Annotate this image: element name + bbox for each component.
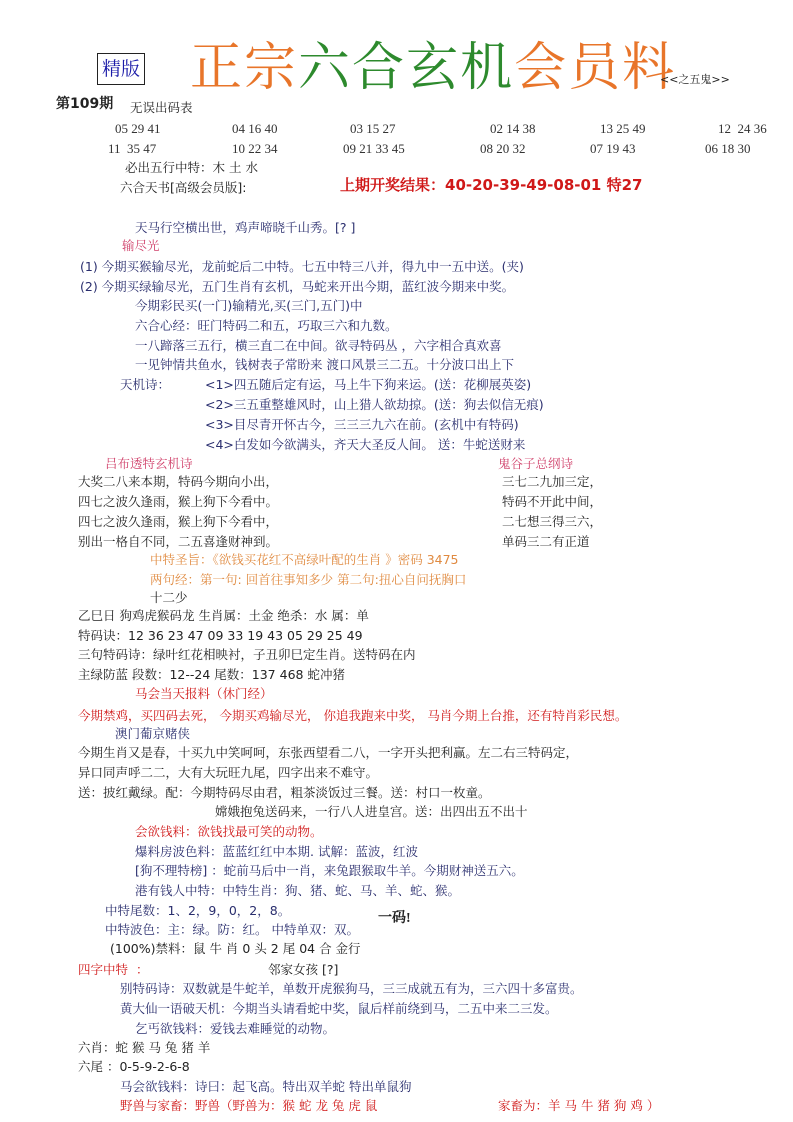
text-line: 爆料房波色料：蓝蓝红红中本期. 试解：蓝波，红波 [135, 844, 418, 859]
table-title: 无误出码表 [130, 100, 193, 115]
page-title [190, 36, 676, 100]
text-line: 特码诀：12 36 23 47 09 33 19 43 05 29 25 49 [78, 628, 363, 643]
last-result: 上期开奖结果：40-20-39-49-08-01 特27 [340, 176, 643, 194]
subtitle: <<之五鬼>> [660, 73, 730, 86]
section-title: 澳门葡京赌侠 [115, 726, 191, 741]
text-line: (1) 今期买猴输尽光，龙前蛇后二中特。七五中特三八并，得九中一五中送。(夹) [80, 259, 524, 274]
text-label: 天机诗： [120, 377, 171, 392]
text-line: 中特波色：主：绿。防：红。 中特单双：双。 [105, 922, 359, 937]
title-char: 机 [460, 38, 515, 98]
text-line: (100%)禁料：鼠 牛 肖 0 头 2 尾 04 合 金行 [110, 941, 361, 956]
text-line: 一码! [378, 911, 411, 926]
text-line: 嫦娥抱兔送码来，一行八人进皇宫。送：出四出五不出十 [215, 804, 528, 819]
text-line: 一八蹄落三五行，横三直二在中间。欲寻特码丛 ，六字相合真欢喜 [135, 338, 502, 353]
text-line: 马会欲钱料：诗曰：起飞高。特出双羊蛇 特出单鼠狗 [120, 1079, 412, 1094]
text-line: (2) 今期买绿输尽光，五门生肖有玄机，马蛇来开出今期，蓝红波今期来中奖。 [80, 279, 515, 294]
poem-line: 别出一格自不同，二五喜逢财神到。 [78, 534, 279, 549]
poem-line: <4>白发如今欲满头，齐天大圣反人间。 送：牛蛇送财来 [205, 437, 526, 452]
text-line: 邻家女孩 [?] [268, 962, 339, 977]
poem-line: 三七二九加三定， [502, 474, 603, 489]
number-group: 13 25 49 [600, 121, 646, 136]
text-line: 今期生肖又是春，十买九中笑呵呵，东张西望看二八，一字开头把利赢。左二右三特码定， [78, 745, 579, 760]
text-line: 六尾 ：0-5-9-2-6-8 [78, 1059, 190, 1074]
title-char: 六 [298, 38, 353, 98]
text-line: 两句经：第一句: 回首往事知多少 第二句:扭心自问抚胸口 [150, 572, 467, 587]
title-char: 合 [352, 38, 407, 98]
text-line: 主绿防蓝 段数：12--24 尾数：137 468 蛇冲猪 [78, 667, 345, 682]
issue-number: 第109期 [56, 96, 114, 112]
tianshu-label: 六合天书[高级会员版]: [120, 180, 247, 195]
poem-line: 四七之波久逢雨，猴上狗下今看中。 [78, 494, 279, 509]
number-group: 12 24 36 [718, 121, 767, 136]
number-group: 10 22 34 [232, 141, 278, 156]
section-title: 吕布透特玄机诗 [105, 456, 193, 471]
title-char: 宗 [244, 38, 299, 98]
title-char: 正 [190, 38, 245, 98]
text-line: 六肖：蛇 猴 马 兔 猪 羊 [78, 1040, 211, 1055]
text-line: 异口同声呼二二，大有大玩旺九尾，四字出来不难守。 [78, 765, 379, 780]
poem-line: 特码不开此中间， [502, 494, 603, 509]
text-line: 野兽与家畜：野兽（野兽为：猴 蛇 龙 兔 虎 鼠 [120, 1098, 378, 1113]
text-line: 乞丐欲钱料：爱钱去难睡觉的动物。 [135, 1021, 336, 1036]
text-line: 今期彩民买(一门)输精光,买(三门,五门)中 [135, 298, 363, 313]
poem-line: <3>目尽青开怀古今，三三三九六在前。(玄机中有特码) [205, 417, 519, 432]
number-group: 07 19 43 [590, 141, 636, 156]
poem-line: 二七想三得三六， [502, 514, 603, 529]
number-group: 05 29 41 [115, 121, 161, 136]
text-line: 今期禁鸡，买四码去死， 今期买鸡输尽光， 你追我跑来中奖， 马肖今期上台推，还有特肖彩民想。 [78, 708, 628, 723]
text-line: 中特圣旨：《欲钱买花红不高绿叶配的生肖 》密码 3475 [150, 552, 459, 567]
text-line: [狗不理特榜] ：蛇前马后中一肖，来兔跟猴取牛羊。今期财神送五六。 [135, 863, 524, 878]
number-group: 02 14 38 [490, 121, 536, 136]
poem-line: 四七之波久逢雨，猴上狗下今看中， [78, 514, 279, 529]
poem-line: <2>三五重整雄风时，山上猎人欲劫掠。(送：狗去似信无痕) [205, 397, 544, 412]
text-line: 家畜为：羊 马 牛 猪 狗 鸡 ） [498, 1098, 660, 1113]
title-char: 料 [622, 38, 677, 98]
poem-line: 单码三二有正道 [502, 534, 590, 549]
number-group: 08 20 32 [480, 141, 526, 156]
number-group: 09 21 33 45 [343, 141, 405, 156]
title-char: 玄 [406, 38, 461, 98]
text-line: 港有钱人中特：中特生肖：狗、猪、蛇、马、羊、蛇、猴。 [135, 883, 461, 898]
text-line: 黄大仙一语破天机：今期当头请看蛇中奖，鼠后样前绕到马，二五中来二三发。 [120, 1001, 558, 1016]
jingban-badge: 精版 [97, 53, 145, 85]
text-line: 中特尾数：1、2，9，0，2，8。 [105, 903, 291, 918]
text-line: 一见钟情共鱼水，钱树表子常盼来 渡口风景三二五。十分波口出上下 [135, 357, 514, 372]
section-title: 马会当天报料（休门经） [135, 686, 273, 701]
number-group: 11 35 47 [108, 141, 157, 156]
number-group: 03 15 27 [350, 121, 396, 136]
poem-line: 大奖二八来本期，特码今期向小出， [78, 474, 279, 489]
section-title: 输尽光 [122, 238, 160, 253]
section-title: 四字中特 ： [78, 962, 149, 977]
title-char: 员 [568, 38, 623, 98]
poem-line: 天马行空横出世，鸡声啼晓千山秀。[? ] [135, 220, 356, 235]
text-line: 六合心经：旺门特码二和五，巧取三六和九数。 [135, 318, 398, 333]
number-group: 06 18 30 [705, 141, 751, 156]
section-title: 鬼谷子总纲诗 [498, 456, 574, 471]
text-line: 别特码诗：双数就是牛蛇羊，单数开虎猴狗马，三三成就五有为，三六四十多富贵。 [120, 981, 583, 996]
text-line: 会欲钱料：欲钱找最可笑的动物。 [135, 824, 323, 839]
number-group: 04 16 40 [232, 121, 278, 136]
wuxing-line: 必出五行中特：木 土 水 [125, 160, 258, 175]
poem-line: <1>四五随后定有运，马上牛下狗来运。(送：花柳展英姿) [205, 377, 532, 392]
title-char: 会 [514, 38, 569, 98]
text-line: 十二少 [150, 590, 188, 605]
text-line: 送：披红戴绿。配：今期特码尽由君，粗茶淡饭过三餐。送：村口一枚童。 [78, 785, 491, 800]
text-line: 三句特码诗：绿叶红花相映衬，子丑卯巳定生肖。送特码在内 [78, 647, 416, 662]
text-line: 乙巳日 狗鸡虎猴码龙 生肖属：土金 绝杀：水 属：单 [78, 608, 369, 623]
